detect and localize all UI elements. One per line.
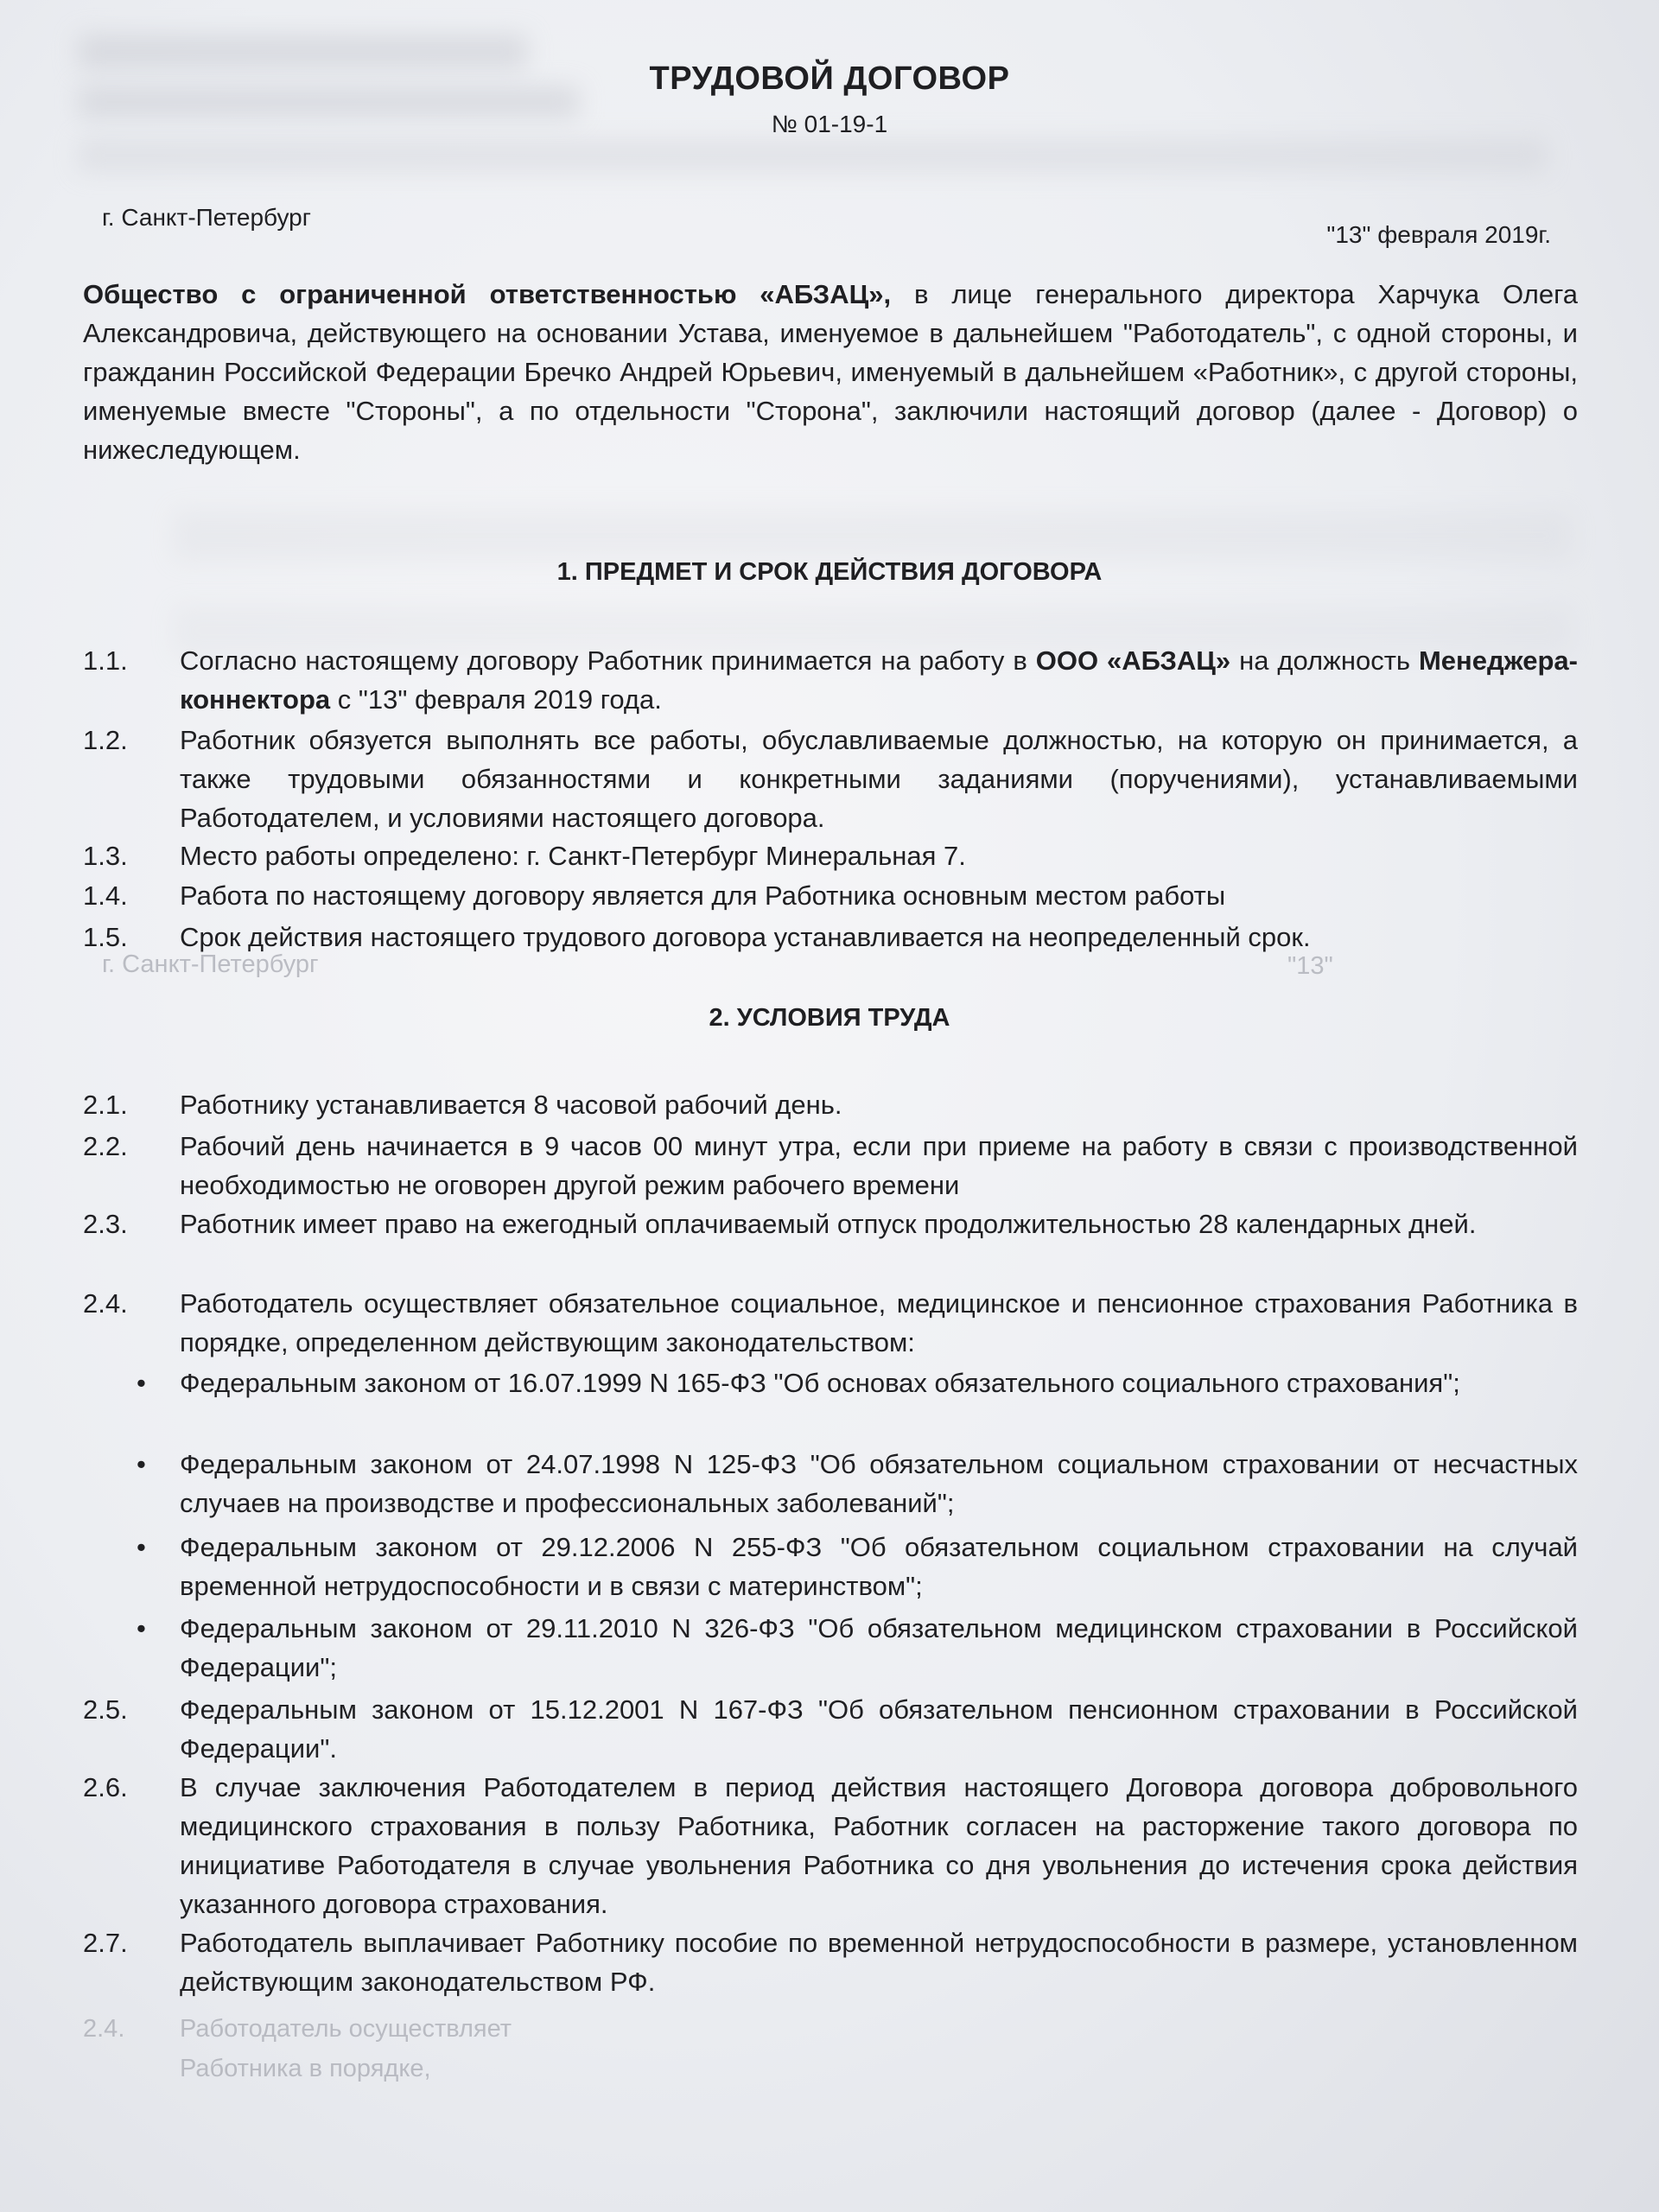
clause-number: 2.6. <box>83 1772 128 1802</box>
clause-number: 1.3. <box>83 841 128 871</box>
clause-1-2 <box>83 721 1578 837</box>
law-bullet-3 <box>83 1528 1578 1605</box>
clause-number: 2.7. <box>83 1928 128 1958</box>
ghost-line: Работодатель осуществляет <box>180 2015 512 2043</box>
clause-text: с "13" февраля 2019 года. <box>330 684 662 715</box>
bullet-icon: • <box>137 1449 146 1479</box>
clause-number: 1.5. <box>83 922 128 952</box>
document-title: ТРУДОВОЙ ДОГОВОР <box>649 60 1010 97</box>
clause-text: Согласно настоящему договору Работник принимается на работу в <box>180 645 1036 676</box>
bullet-icon: • <box>137 1532 146 1562</box>
clause-text: Работодатель выплачивает Работнику пособие по временной нетрудоспособности в размере, установленном действующим законодательством РФ. <box>180 1928 1578 1997</box>
clause-number: 2.5. <box>83 1694 128 1725</box>
clause-text: В случае заключения Работодателем в период действия настоящего Договора договора добровольного медицинского страхования в пользу Работника, Работник согласен на расторжение такого договора по инициативе Работодателя в случае увольнения Работника со дня увольнения до истечения срока действия указанного договора страхования. <box>180 1772 1578 1919</box>
blurred-text <box>173 510 1573 562</box>
clause-number: 2.1. <box>83 1090 128 1120</box>
document-date: "13" февраля 2019г. <box>1326 221 1551 248</box>
clause-1-1 <box>83 641 1578 719</box>
law-bullet-1 <box>83 1363 1578 1402</box>
clause-2-1 <box>83 1085 1578 1124</box>
ghost-city: г. Санкт-Петербург <box>102 950 319 978</box>
law-bullet-2 <box>83 1445 1578 1522</box>
clause-text: Федеральным законом от 15.12.2001 N 167-ФЗ "Об обязательном пенсионном страховании в Российской Федерации". <box>180 1694 1578 1764</box>
section2-title: 2. УСЛОВИЯ ТРУДА <box>709 1004 950 1032</box>
blurred-text <box>78 138 1547 173</box>
ghost-clause-number: 2.4. <box>83 2015 125 2043</box>
clause-text: Работнику устанавливается 8 часовой рабочий день. <box>180 1090 842 1120</box>
clause-2-4 <box>83 1284 1578 1362</box>
bullet-text: Федеральным законом от 29.12.2006 N 255-ФЗ "Об обязательном социальном страховании на случай временной нетрудоспособности и в связи с материнством"; <box>180 1532 1578 1601</box>
clause-text: Работа по настоящему договору является для Работника основным местом работы <box>180 880 1226 911</box>
clause-2-7 <box>83 1923 1578 2001</box>
section1-title: 1. ПРЕДМЕТ И СРОК ДЕЙСТВИЯ ДОГОВОРА <box>556 558 1103 586</box>
law-bullet-4 <box>83 1609 1578 1687</box>
clause-2-2 <box>83 1127 1578 1205</box>
clause-number: 2.2. <box>83 1131 128 1161</box>
clause-number: 1.4. <box>83 880 128 911</box>
clause-text: Место работы определено: г. Санкт-Петербург Минеральная 7. <box>180 841 966 871</box>
clause-number: 2.4. <box>83 1288 128 1319</box>
document-number: № 01-19-1 <box>771 111 888 137</box>
company-short: ООО «АБЗАЦ» <box>1035 645 1231 676</box>
ghost-date: "13" <box>1287 952 1333 980</box>
clause-1-4 <box>83 876 1578 915</box>
bullet-icon: • <box>137 1613 146 1643</box>
clause-2-6 <box>83 1768 1578 1923</box>
clause-text: Работодатель осуществляет обязательное социальное, медицинское и пенсионное страхования Работника в порядке, определенном действующим законодательством: <box>180 1288 1578 1357</box>
company-name: Общество с ограниченной ответственностью «АБЗАЦ», <box>83 279 892 309</box>
bullet-text: Федеральным законом от 24.07.1998 N 125-ФЗ "Об обязательном социальном страховании от несчастных случаев на производстве и профессиональных заболеваний"; <box>180 1449 1578 1518</box>
clause-number: 1.2. <box>83 725 128 755</box>
intro-paragraph <box>83 275 1578 469</box>
clause-text: Работник обязуется выполнять все работы, обуславливаемые должностью, на которую он принимается, а также трудовыми обязанностями и конкретными заданиями (поручениями), устанавливаемыми Работодателем, и условиями настоящего договора. <box>180 725 1578 833</box>
clause-2-5 <box>83 1690 1578 1768</box>
clause-text: Рабочий день начинается в 9 часов 00 минут утра, если при приеме на работу в связи с производственной необходимостью не оговорен другой режим рабочего времени <box>180 1131 1578 1200</box>
clause-1-3 <box>83 836 1578 875</box>
bullet-text: Федеральным законом от 29.11.2010 N 326-ФЗ "Об обязательном медицинском страховании в Российской Федерации"; <box>180 1613 1578 1682</box>
intro-text: в лице генерального директора Харчука Олега Александровича, действующего на основании Устава, именуемое в дальнейшем "Работодатель", с одной стороны, и гражданин Российской Федерации Бречко Андрей Юрьевич, именуемый в дальнейшем «Работник», с другой стороны, именуемые вместе "Стороны", а по отдельности "Сторона", заключили настоящий договор (далее - Договор) о нижеследующем. <box>83 279 1578 465</box>
clause-text: на должность <box>1230 645 1419 676</box>
clause-text: Работник имеет право на ежегодный оплачиваемый отпуск продолжительностью 28 календарных дней. <box>180 1209 1477 1239</box>
clause-text: Срок действия настоящего трудового договора устанавливается на неопределенный срок. <box>180 922 1311 952</box>
position-name: Менеджера-коннектора <box>180 645 1578 715</box>
bullet-icon: • <box>137 1368 146 1398</box>
ghost-line: Работника в порядке, <box>180 2055 431 2082</box>
clause-2-3 <box>83 1205 1578 1243</box>
clause-number: 2.3. <box>83 1209 128 1239</box>
document-city: г. Санкт-Петербург <box>102 204 311 231</box>
clause-number: 1.1. <box>83 645 128 676</box>
bullet-text: Федеральным законом от 16.07.1999 N 165-ФЗ "Об основах обязательного социального страхования"; <box>180 1368 1460 1398</box>
